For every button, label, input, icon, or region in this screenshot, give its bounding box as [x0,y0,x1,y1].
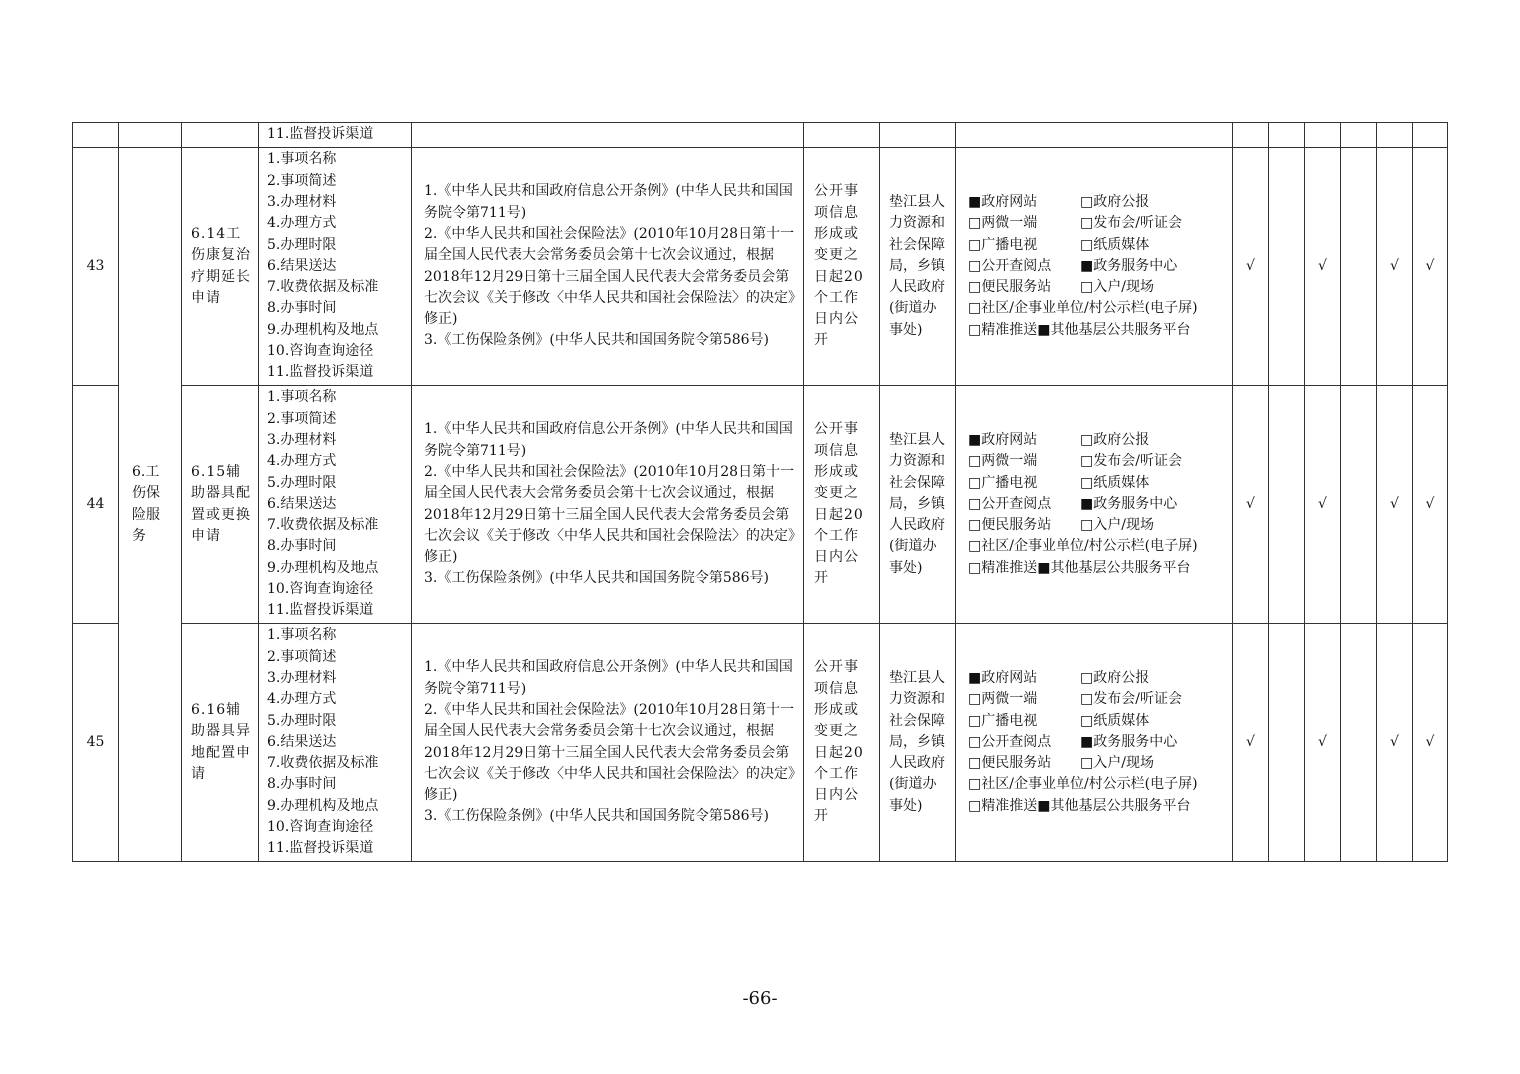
list-item: 4.办理方式 [267,215,337,232]
channel-convenience: □便民服务站 [968,279,1052,296]
cell [1377,123,1413,148]
legal-basis-item: 3.《工伤保险条例》(中华人民共和国国务院令第586号) [424,570,770,587]
disclosure-agency: 垫江县人力资源和社会保障局，乡镇人民政府(街道办事处) [880,148,956,386]
page-number: -66- [742,988,778,1009]
cell [412,123,804,148]
list-item: 1.事项名称 [267,627,337,644]
channel-press: □发布会/听证会 [1080,453,1182,470]
legal-basis-cell [412,624,804,862]
list-item: 6.结果送达 [267,257,337,274]
check-mark: √ [1377,386,1413,624]
list-item: 5.办理时限 [267,236,337,253]
row-number: 45 [73,624,119,862]
row-number: 43 [73,148,119,386]
channel-wechat: □两微一端 [968,453,1038,470]
channel-paper: □纸质媒体 [1080,474,1150,491]
list-item: 2.事项简述 [267,410,337,427]
disclosure-time: 公开事项信息形成或变更之日起20个工作日内公开 [804,624,880,862]
item-name: 6.16辅助器具异地配置申请 [182,624,259,862]
list-item: 7.收费依据及标准 [267,755,379,772]
list-item: 8.办事时间 [267,776,337,793]
list-item: 3.办理材料 [267,669,337,686]
check-mark: √ [1377,624,1413,862]
legal-basis-cell [412,148,804,386]
channel-community: □社区/企事业单位/村公示栏(电子屏) [968,538,1198,555]
category-cell [119,148,182,862]
channel-precise: □精准推送 [968,321,1038,338]
list-item: 9.办理机构及地点 [267,559,379,576]
channel-paper: □纸质媒体 [1080,236,1150,253]
cell [1269,123,1305,148]
channel-precise-other [968,796,1232,817]
cell [73,123,119,148]
check-mark: √ [1233,386,1269,624]
channel-household: □入户/现场 [1080,755,1154,772]
channel-convenience: □便民服务站 [968,755,1052,772]
list-item: 4.办理方式 [267,691,337,708]
channel-other-platform: ■其他基层公共服务平台 [1037,797,1191,814]
channel-service-center: ■政务服务中心 [1080,257,1178,274]
list-item: 9.办理机构及地点 [267,321,379,338]
check-mark: √ [1233,624,1269,862]
legal-basis-item: 1.《中华人民共和国政府信息公开条例》(中华人民共和国国务院令第711号) [424,421,793,459]
check-mark [1269,624,1305,862]
channel-tv: □广播电视 [968,474,1038,491]
list-item: 7.收费依据及标准 [267,279,379,296]
disclosure-agency: 垫江县人力资源和社会保障局，乡镇人民政府(街道办事处) [880,386,956,624]
channel-wechat: □两微一端 [968,215,1038,232]
legal-basis-item: 2.《中华人民共和国社会保险法》(2010年10月28日第十一届全国人民代表大会常务委员会第十七次会议通过，根据2018年12月29日第十三届全国人民代表大会常务委员会第七次会议《关于修改〈中华人民共和国社会保险法〉的决定》修正) [424,463,795,566]
list-item: 11.监督投诉渠道 [267,840,374,857]
channel-reading-point: □公开查阅点 [968,257,1052,274]
legal-basis-item: 3.《工伤保险条例》(中华人民共和国国务院令第586号) [424,332,770,349]
channel-precise: □精准推送 [968,797,1038,814]
list-item: 2.事项简述 [267,172,337,189]
table-row [73,148,1448,386]
disclosure-channels [956,624,1233,862]
channel-convenience: □便民服务站 [968,517,1052,534]
list-item: 5.办理时限 [267,712,337,729]
list-item: 8.办事时间 [267,300,337,317]
disclosure-channels [956,386,1233,624]
channel-precise-other [968,558,1232,579]
list-item: 9.办理机构及地点 [267,797,379,814]
cell [1341,123,1377,148]
list-item: 10.咨询查询途径 [267,819,374,836]
list-item: 3.办理材料 [267,431,337,448]
disclosure-table [72,122,1448,862]
list-item: 6.结果送达 [267,495,337,512]
channel-other-platform: ■其他基层公共服务平台 [1037,321,1191,338]
check-mark: √ [1413,386,1448,624]
cell [1413,123,1448,148]
disclosure-agency: 垫江县人力资源和社会保障局，乡镇人民政府(街道办事处) [880,624,956,862]
check-mark [1269,148,1305,386]
table-row [73,386,1448,624]
item-list-cell [259,123,412,148]
channel-tv: □广播电视 [968,712,1038,729]
list-item: 3.办理材料 [267,193,337,210]
cell [880,123,956,148]
channel-gov-site: ■政府网站 [968,669,1038,686]
row-number: 44 [73,386,119,624]
disclosure-time: 公开事项信息形成或变更之日起20个工作日内公开 [804,386,880,624]
list-item: 6.结果送达 [267,733,337,750]
channel-service-center: ■政务服务中心 [1080,495,1178,512]
channel-gov-bulletin: □政府公报 [1080,669,1150,686]
channel-reading-point: □公开查阅点 [968,495,1052,512]
check-mark: √ [1413,148,1448,386]
legal-basis-item: 3.《工伤保险条例》(中华人民共和国国务院令第586号) [424,808,770,825]
list-item: 11.监督投诉渠道 [267,126,374,143]
channel-precise-other [968,320,1232,341]
cell [119,123,182,148]
cell [182,123,259,148]
channel-gov-bulletin: □政府公报 [1080,193,1150,210]
channel-household: □入户/现场 [1080,517,1154,534]
check-mark: √ [1413,624,1448,862]
list-item: 1.事项名称 [267,151,337,168]
channel-gov-site: ■政府网站 [968,431,1038,448]
channel-community: □社区/企事业单位/村公示栏(电子屏) [968,776,1198,793]
check-mark: √ [1377,148,1413,386]
channel-press: □发布会/听证会 [1080,691,1182,708]
legal-basis-item: 1.《中华人民共和国政府信息公开条例》(中华人民共和国国务院令第711号) [424,659,793,697]
channel-wechat: □两微一端 [968,691,1038,708]
list-item: 2.事项简述 [267,648,337,665]
channel-gov-bulletin: □政府公报 [1080,431,1150,448]
category-label: 6.工伤保险服务 [132,463,160,544]
cell [956,123,1233,148]
check-mark [1269,386,1305,624]
item-name: 6.14工伤康复治疗期延长申请 [182,148,259,386]
item-list-cell [259,386,412,624]
check-mark [1341,624,1377,862]
list-item: 11.监督投诉渠道 [267,602,374,619]
channel-community: □社区/企事业单位/村公示栏(电子屏) [968,300,1198,317]
list-item: 10.咨询查询途径 [267,581,374,598]
list-item: 1.事项名称 [267,389,337,406]
list-item: 8.办事时间 [267,538,337,555]
legal-basis-item: 1.《中华人民共和国政府信息公开条例》(中华人民共和国国务院令第711号) [424,183,793,221]
channel-household: □入户/现场 [1080,279,1154,296]
channel-gov-site: ■政府网站 [968,193,1038,210]
table-row-continued [73,123,1448,148]
check-mark: √ [1305,386,1341,624]
legal-basis-item: 2.《中华人民共和国社会保险法》(2010年10月28日第十一届全国人民代表大会常务委员会第十七次会议通过，根据2018年12月29日第十三届全国人民代表大会常务委员会第七次会议《关于修改〈中华人民共和国社会保险法〉的决定》修正) [424,225,795,328]
cell [1233,123,1269,148]
item-list-cell [259,148,412,386]
channel-precise: □精准推送 [968,559,1038,576]
cell [1305,123,1341,148]
disclosure-time: 公开事项信息形成或变更之日起20个工作日内公开 [804,148,880,386]
channel-reading-point: □公开查阅点 [968,733,1052,750]
channel-tv: □广播电视 [968,236,1038,253]
check-mark: √ [1305,148,1341,386]
list-item: 11.监督投诉渠道 [267,364,374,381]
channel-service-center: ■政务服务中心 [1080,733,1178,750]
item-list-cell [259,624,412,862]
channel-paper: □纸质媒体 [1080,712,1150,729]
check-mark [1341,386,1377,624]
check-mark: √ [1233,148,1269,386]
check-mark: √ [1305,624,1341,862]
list-item: 10.咨询查询途径 [267,343,374,360]
check-mark [1341,148,1377,386]
legal-basis-cell [412,386,804,624]
list-item: 7.收费依据及标准 [267,517,379,534]
channel-press: □发布会/听证会 [1080,215,1182,232]
list-item: 4.办理方式 [267,453,337,470]
list-item: 5.办理时限 [267,474,337,491]
table-row [73,624,1448,862]
legal-basis-item: 2.《中华人民共和国社会保险法》(2010年10月28日第十一届全国人民代表大会常务委员会第十七次会议通过，根据2018年12月29日第十三届全国人民代表大会常务委员会第七次会议《关于修改〈中华人民共和国社会保险法〉的决定》修正) [424,701,795,804]
disclosure-channels [956,148,1233,386]
channel-other-platform: ■其他基层公共服务平台 [1037,559,1191,576]
item-name: 6.15辅助器具配置或更换申请 [182,386,259,624]
cell [804,123,880,148]
